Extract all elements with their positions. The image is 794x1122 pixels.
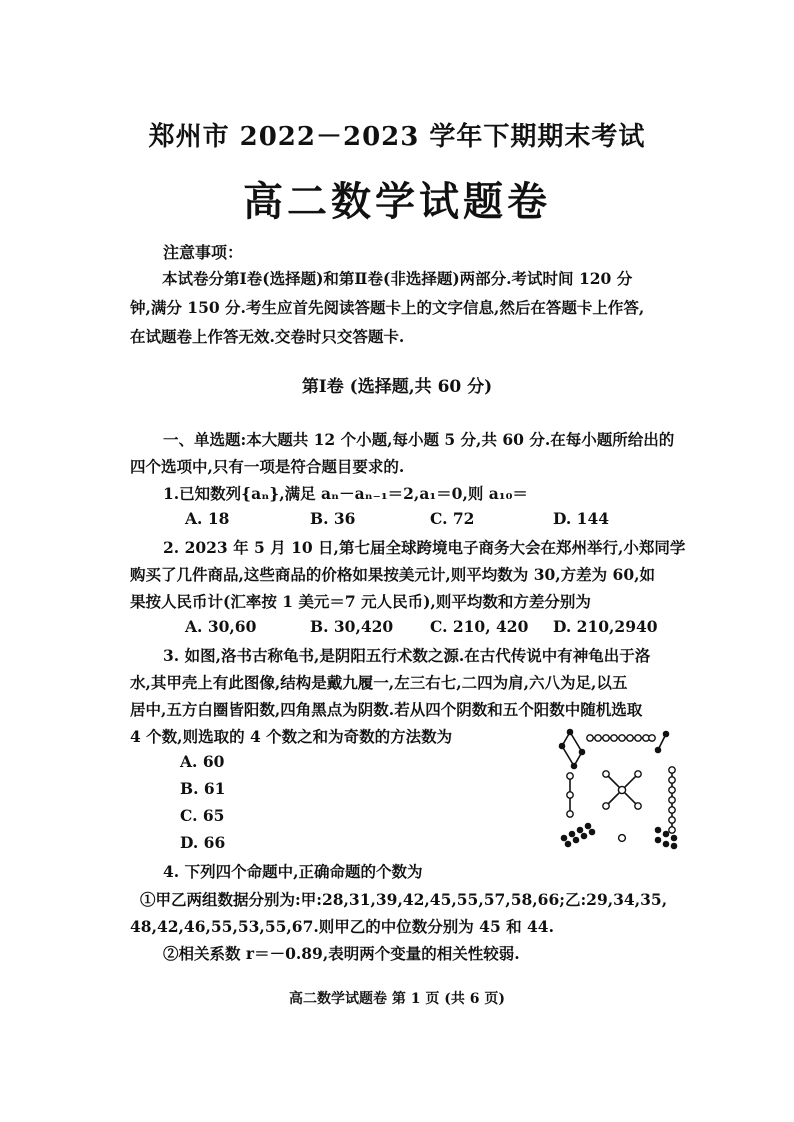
section-intro-line: 四个选项中,只有一项是符合题目要求的.	[130, 457, 405, 476]
option-c: C. 72	[430, 509, 475, 528]
question-2-line: 2. 2023 年 5 月 10 日,第七届全球跨境电子商务大会在郑州举行,小郑同学	[163, 538, 686, 557]
exam-title: 郑州市 2022－2023 学年下期期末考试	[148, 122, 646, 152]
question-2-line: 果按人民币计(汇率按 1 美元＝7 元人民币),则平均数和方差分别为	[130, 592, 591, 611]
section-title: 第Ⅰ卷 (选择题,共 60 分)	[301, 377, 493, 397]
question-4-line: 4. 下列四个命题中,正确命题的个数为	[163, 862, 423, 881]
notice-body	[130, 264, 690, 351]
question-1-stem: 1.已知数列{aₙ},满足 aₙ－aₙ₋₁＝2,a₁＝0,则 a₁₀＝	[163, 484, 528, 503]
option-b: B. 36	[310, 509, 356, 528]
question-3-line: 水,其甲壳上有此图像,结构是戴九履一,左三右七,二四为肩,六八为足,以五	[130, 673, 628, 692]
option-b: B. 61	[180, 779, 226, 798]
question-4-line: ①甲乙两组数据分别为:甲:28,31,39,42,45,55,57,58,66;乙:29,34,35,	[140, 890, 668, 909]
option-a: A. 60	[180, 752, 225, 771]
notice-line: 本试卷分第Ⅰ卷(选择题)和第Ⅱ卷(非选择题)两部分.考试时间 120 分	[162, 269, 633, 288]
question-3-line: 3. 如图,洛书古称龟书,是阴阳五行术数之源.在古代传说中有神龟出于洛	[163, 646, 651, 665]
luoshu-diagram-icon	[548, 722, 698, 852]
notice-line: 钟,满分 150 分.考生应首先阅读答题卡上的文字信息,然后在答题卡上作答,	[130, 298, 645, 317]
option-c: C. 210, 420	[430, 617, 529, 636]
exam-subtitle: 高二数学试题卷	[243, 178, 551, 225]
question-2-line: 购买了几件商品,这些商品的价格如果按美元计,则平均数为 30,方差为 60,如	[130, 565, 656, 584]
option-d: D. 144	[553, 509, 610, 528]
question-3-line: 4 个数,则选取的 4 个数之和为奇数的方法数为	[130, 727, 453, 746]
section-intro-line: 一、单选题:本大题共 12 个小题,每小题 5 分,共 60 分.在每小题所给出的	[163, 430, 675, 449]
option-c: C. 65	[180, 806, 225, 825]
question-4-line: ②相关系数 r＝－0.89,表明两个变量的相关性较弱.	[163, 944, 520, 963]
option-a: A. 30,60	[185, 617, 257, 636]
option-d: D. 66	[180, 833, 226, 852]
question-3-line: 居中,五方白圈皆阳数,四角黑点为阴数.若从四个阴数和五个阳数中随机选取	[130, 700, 643, 719]
option-b: B. 30,420	[310, 617, 394, 636]
notice-heading: 注意事项：	[163, 243, 244, 262]
option-d: D. 210,2940	[553, 617, 658, 636]
notice-line: 在试题卷上作答无效.交卷时只交答题卡.	[130, 327, 405, 346]
option-a: A. 18	[185, 509, 230, 528]
question-4-line: 48,42,46,55,53,55,67.则甲乙的中位数分别为 45 和 44.	[130, 917, 554, 936]
page-footer: 高二数学试题卷 第 1 页 (共 6 页)	[289, 991, 505, 1007]
